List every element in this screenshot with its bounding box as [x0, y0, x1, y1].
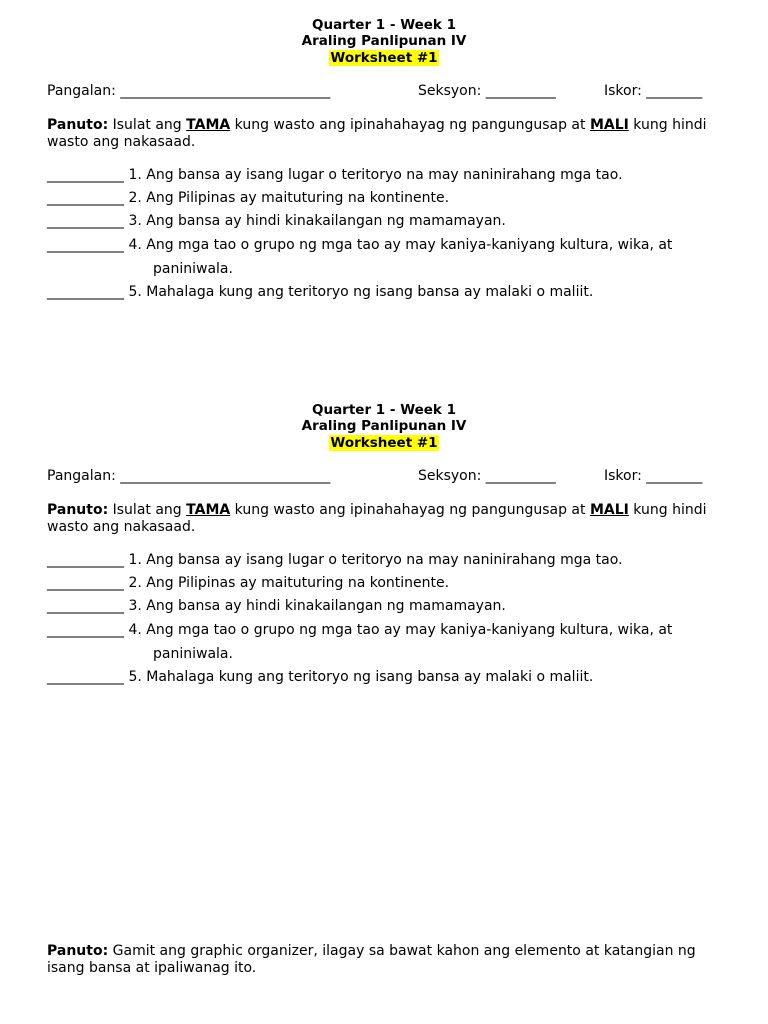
tama-keyword: TAMA — [186, 117, 231, 133]
quarter-week-heading: Quarter 1 - Week 1 — [311, 402, 456, 418]
worksheet-number-heading — [0, 50, 768, 67]
worksheet-number-highlight: Worksheet #1 — [330, 435, 438, 451]
graphic-organizer-instruction — [47, 943, 737, 977]
name-field: Pangalan: ______________________________ — [47, 468, 331, 484]
score-field: Iskor: ________ — [604, 468, 703, 484]
instruction-paragraph — [47, 502, 737, 536]
question-item-4: ___________ 4. Ang mga tao o grupo ng mga tao ay may kaniya-kaniyang kultura, wika, at — [47, 622, 673, 638]
instruction-label: Panuto: — [47, 502, 109, 518]
section-field: Seksyon: __________ — [418, 468, 556, 484]
instruction-mid: kung wasto ang ipinahahayag ng pangungusap at — [230, 502, 590, 518]
worksheet-section-2 — [0, 402, 768, 702]
instruction-label: Panuto: — [47, 943, 109, 959]
question-item-2: ___________ 2. Ang Pilipinas ay maituturing na kontinente. — [47, 575, 450, 591]
name-field: Pangalan: ______________________________ — [47, 83, 331, 99]
instruction-pre: Isulat ang — [108, 117, 187, 133]
instruction-paragraph — [47, 117, 737, 151]
question-item-1: ___________ 1. Ang bansa ay isang lugar o teritoryo na may naninirahang mga tao. — [47, 167, 623, 183]
question-item-3: ___________ 3. Ang bansa ay hindi kinakailangan ng mamamayan. — [47, 213, 506, 229]
instruction-post: kung hindi wasto ang nakasaad. — [47, 502, 707, 535]
question-item-5: ___________ 5. Mahalaga kung ang teritoryo ng isang bansa ay malaki o maliit. — [47, 284, 594, 300]
graphic-organizer-instruction-text: Gamit ang graphic organizer, ilagay sa bawat kahon ang elemento at katangian ng isang bansa at ipaliwanag ito. — [47, 943, 696, 976]
subject-heading: Araling Panlipunan IV — [301, 418, 467, 434]
score-field: Iskor: ________ — [604, 83, 703, 99]
worksheet-section-1 — [0, 17, 768, 317]
question-item-4-continuation: paniniwala. — [153, 261, 233, 277]
instruction-mid: kung wasto ang ipinahahayag ng pangungusap at — [230, 117, 590, 133]
mali-keyword: MALI — [589, 117, 629, 133]
worksheet-number-highlight: Worksheet #1 — [330, 50, 438, 66]
worksheet-number-heading — [0, 435, 768, 452]
section-field: Seksyon: __________ — [418, 83, 556, 99]
instruction-post: kung hindi wasto ang nakasaad. — [47, 117, 707, 150]
tama-keyword: TAMA — [186, 502, 231, 518]
mali-keyword: MALI — [589, 502, 629, 518]
subject-heading: Araling Panlipunan IV — [301, 33, 467, 49]
question-item-5: ___________ 5. Mahalaga kung ang teritoryo ng isang bansa ay malaki o maliit. — [47, 669, 594, 685]
question-item-4: ___________ 4. Ang mga tao o grupo ng mga tao ay may kaniya-kaniyang kultura, wika, at — [47, 237, 673, 253]
question-item-1: ___________ 1. Ang bansa ay isang lugar o teritoryo na may naninirahang mga tao. — [47, 552, 623, 568]
quarter-week-heading: Quarter 1 - Week 1 — [311, 17, 456, 33]
instruction-pre: Isulat ang — [108, 502, 187, 518]
question-item-4-continuation: paniniwala. — [153, 646, 233, 662]
question-item-3: ___________ 3. Ang bansa ay hindi kinakailangan ng mamamayan. — [47, 598, 506, 614]
question-item-2: ___________ 2. Ang Pilipinas ay maituturing na kontinente. — [47, 190, 450, 206]
instruction-label: Panuto: — [47, 117, 109, 133]
